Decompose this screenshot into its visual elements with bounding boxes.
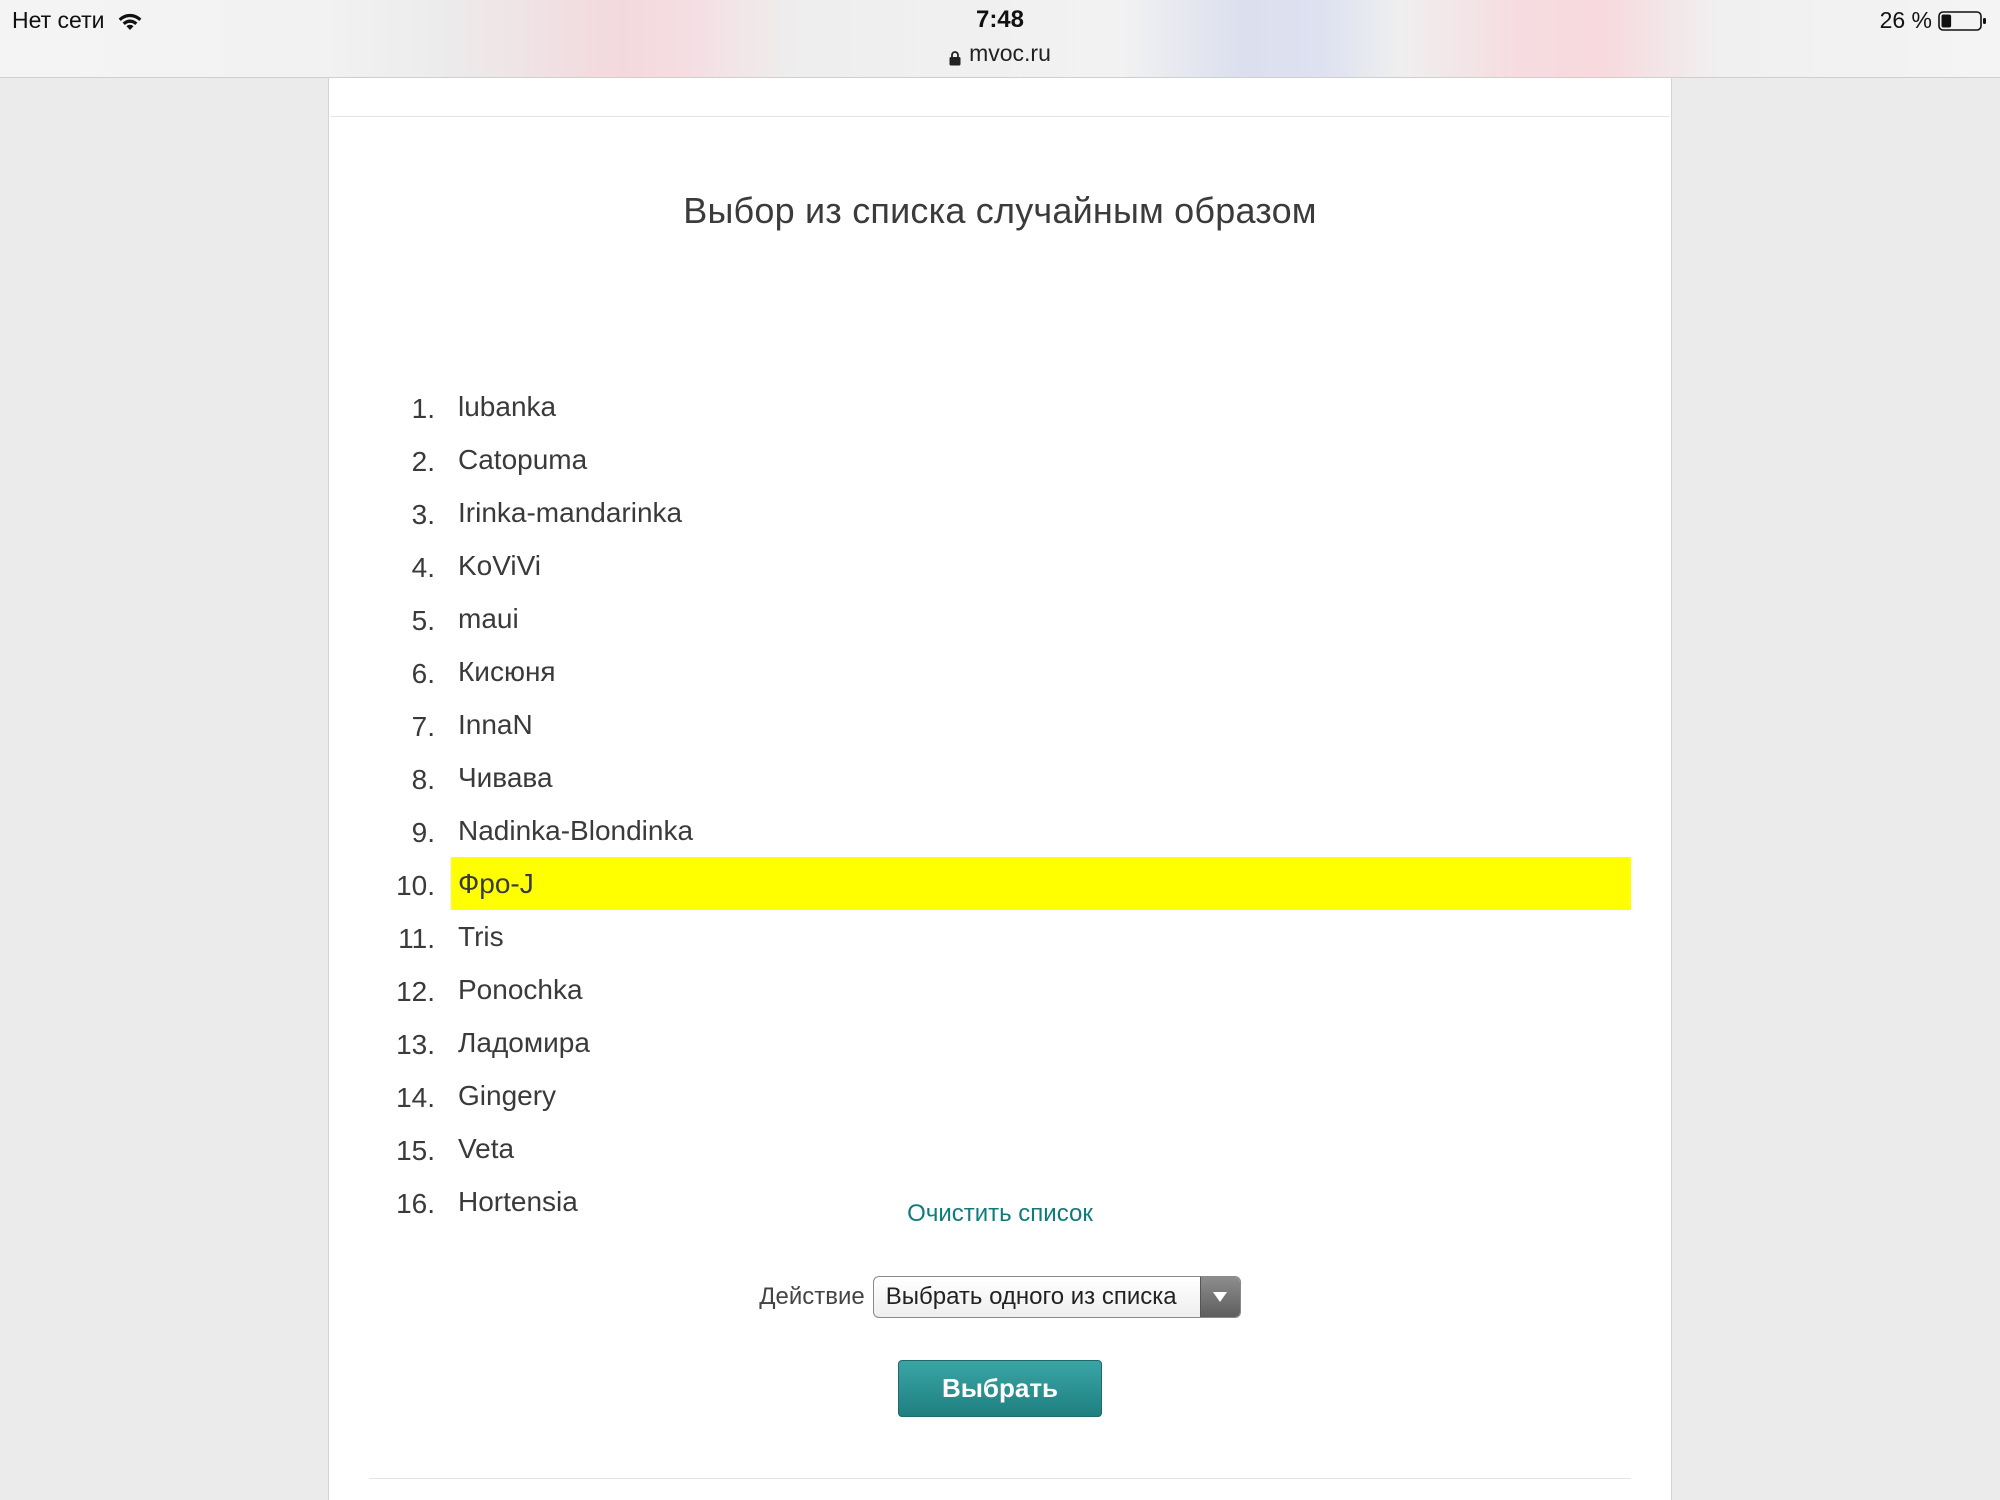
divider — [331, 116, 1669, 117]
select-button[interactable]: Выбрать — [898, 1360, 1102, 1417]
list-item-number: 5. — [411, 605, 435, 636]
battery-icon — [1938, 10, 1988, 32]
action-row — [329, 1276, 1671, 1318]
list-item-number: 9. — [411, 817, 435, 848]
list-item — [329, 539, 1671, 592]
list-item — [329, 1069, 1671, 1122]
list-item-name: maui — [458, 603, 519, 634]
list-item — [329, 804, 1671, 857]
list-item-number: 7. — [411, 711, 435, 742]
list-item-number: 3. — [411, 499, 435, 530]
list-item-name: Gingery — [458, 1080, 557, 1111]
list-item-number: 10. — [396, 870, 435, 901]
action-select-value[interactable]: Выбрать одного из списка — [885, 1283, 1177, 1310]
list-item-name: Catopuma — [458, 444, 588, 475]
list-item-number: 2. — [411, 446, 435, 477]
list-item-name: Ponochka — [458, 974, 583, 1005]
url-text[interactable]: mvoc.ru — [969, 40, 1051, 66]
divider — [369, 1478, 1631, 1479]
list-item-number: 15. — [396, 1135, 435, 1166]
list-item — [329, 380, 1671, 433]
list-item-number: 4. — [411, 552, 435, 583]
list-item-number: 13. — [396, 1029, 435, 1060]
status-bar — [0, 0, 2000, 78]
address-bar[interactable] — [0, 40, 2000, 67]
list-item-name: Tris — [458, 921, 504, 952]
list-item-name: KoViVi — [458, 550, 542, 581]
list-item-name: lubanka — [458, 391, 557, 422]
list-item-name: Nadinka-Blondinka — [458, 815, 694, 846]
chevron-down-icon[interactable] — [1200, 1277, 1240, 1317]
page-content — [328, 78, 1672, 1500]
battery-percent: 26 % — [1879, 7, 1932, 33]
list-item-number: 16. — [396, 1188, 435, 1219]
list-item-number: 6. — [411, 658, 435, 689]
list-item-name: Veta — [458, 1133, 515, 1164]
list-item — [329, 592, 1671, 645]
list-item-number: 14. — [396, 1082, 435, 1113]
clock: 7:48 — [975, 6, 1025, 33]
list-item — [329, 963, 1671, 1016]
list-item — [329, 910, 1671, 963]
action-label: Действие — [759, 1283, 865, 1310]
list-item-number: 12. — [396, 976, 435, 1007]
battery-status — [1880, 7, 1988, 34]
list-item — [329, 1016, 1671, 1069]
list-item — [329, 698, 1671, 751]
list-item — [329, 751, 1671, 804]
list-item-number: 11. — [398, 923, 435, 954]
list-item-name: Irinka-mandarinka — [458, 497, 683, 528]
list-item — [329, 486, 1671, 539]
list-item — [329, 1122, 1671, 1175]
list-item-number: 1. — [411, 393, 435, 424]
list-item-name: Фро-J — [451, 857, 1631, 910]
list-item-number: 8. — [411, 764, 435, 795]
page-title: Выбор из списка случайным образом — [683, 190, 1317, 231]
list-item — [329, 645, 1671, 698]
list-item-selected — [329, 857, 1671, 910]
list-item-name: InnaN — [458, 709, 533, 740]
network-label: Нет сети — [12, 7, 105, 33]
clear-list-link[interactable]: Очистить список — [907, 1200, 1093, 1227]
list-item-name: Чивава — [458, 762, 553, 793]
list-item-name: Ладомира — [458, 1027, 590, 1058]
action-select[interactable] — [873, 1276, 1241, 1318]
list-item — [329, 433, 1671, 486]
lock-icon — [949, 45, 961, 60]
list-item-name: Кисюня — [458, 656, 556, 687]
list-item-name: Hortensia — [458, 1186, 578, 1217]
